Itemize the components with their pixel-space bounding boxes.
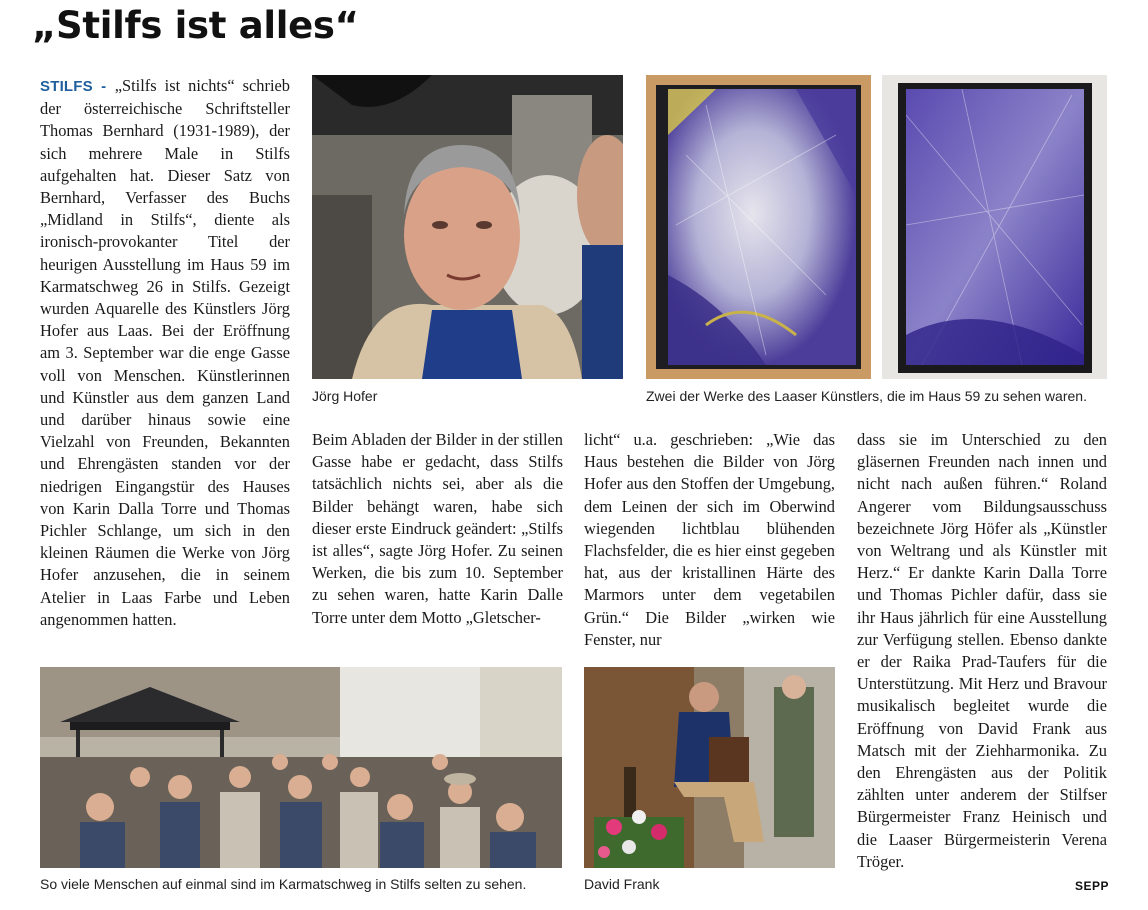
column-2-text: Beim Abladen der Bilder in der stillen Gasse habe er gedacht, dass Stilfs tatsächlich nichts sei, aber als die Bilder behängt waren, habe sich dieser erste Eindruck geändert: „Stilfs ist alles“, sagte Jörg Hofer. Zu seinen Werken, die bis zum 10. September zu sehen waren, hatte Karin Dalle Torre unter dem Motto „Gletscher-	[312, 430, 563, 627]
portrait-photo	[312, 75, 623, 379]
musician-photo	[584, 667, 835, 868]
column-4-text: dass sie im Unterschied zu den gläsernen Freunden nach innen und nicht nach außen führen.“ Roland Angerer vom Bildungsausschuss bezeichnete Jörg Höfer als „Künstler von Weltrang und als Künstler mit Herz.“ Er dankte Karin Dalla Torre und Thomas Pichler dafür, dass sie ihr Haus jährlich für eine Ausstellung zur Verfügung stellen. Ebenso dankte er der Raika Prad-Taufers für die Unterstützung. Mit Herz und Bravour musikalisch begleitet wurde die Eröffnung von David Frank aus Matsch mit der Ziehharmonika. Zu den Ehrengästen aus der Politik zählten unter anderem der Stilfser Bürgermeister Franz Heinisch und die Laaser Bürgermeisterin Verena Tröger.	[857, 430, 1107, 871]
article-column-4	[857, 429, 1107, 873]
crowd-photo	[40, 667, 562, 868]
article-column-2	[312, 429, 563, 629]
painting-photo-1	[646, 75, 871, 379]
column-1-text: „Stilfs ist nichts“ schrieb der österreichische Schriftsteller Thomas Bernhard (1931-1989), der sich mehrere Male in Stilfs aufgehalten hat. Dieser Satz von Bernhard, Verfasser des Buchs „Midland in Stilfs“, diente als ironisch-provokanter Titel der heurigen Ausstellung im Haus 59 im Karmatschweg 26 in Stilfs. Gezeigt wurden Aquarelle des Künstlers Jörg Hofer aus Laas. Bei der Eröffnung am 3. September war die enge Gasse voll von Menschen. Künstlerinnen und Künstler aus dem ganzen Land und darüber hinaus sowie eine Vielzahl von Freunden, Bekannten und Ehrengästen standen vor der niedrigen Eingangstür des Hauses von Karin Dalla Torre und Thomas Pichler Schlange, um sich in den kleinen Räumen die Werke von Jörg Hofer anzusehen, die in seinem Atelier in Laas Farbe und Leben angenommen hatten.	[40, 76, 290, 629]
article-column-3	[584, 429, 835, 651]
crowd-caption: So viele Menschen auf einmal sind im Karmatschweg in Stilfs selten zu sehen.	[40, 876, 527, 892]
column-3-text: licht“ u.a. geschrieben: „Wie das Haus bestehen die Bilder von Jörg Hofer aus den Stoffen der Umgebung, dem Leinen der sich im Oberwind wiegenden lichtblau blühenden Flachsfelder, die es hier einst gegeben hat, aus der kristallinen Härte des Marmors unter dem vegetabilen Grün.“ Die Bilder „wirken wie Fenster, nur	[584, 430, 835, 649]
headline: „Stilfs ist alles“	[32, 4, 359, 47]
musician-caption: David Frank	[584, 876, 660, 892]
painting-photo-2	[882, 75, 1107, 379]
portrait-caption: Jörg Hofer	[312, 388, 378, 404]
article-column-1	[40, 75, 290, 631]
dateline: STILFS -	[40, 78, 115, 95]
author-signature: SEPP	[1075, 879, 1110, 893]
paintings-caption: Zwei der Werke des Laaser Künstlers, die im Haus 59 zu sehen waren.	[646, 388, 1087, 404]
